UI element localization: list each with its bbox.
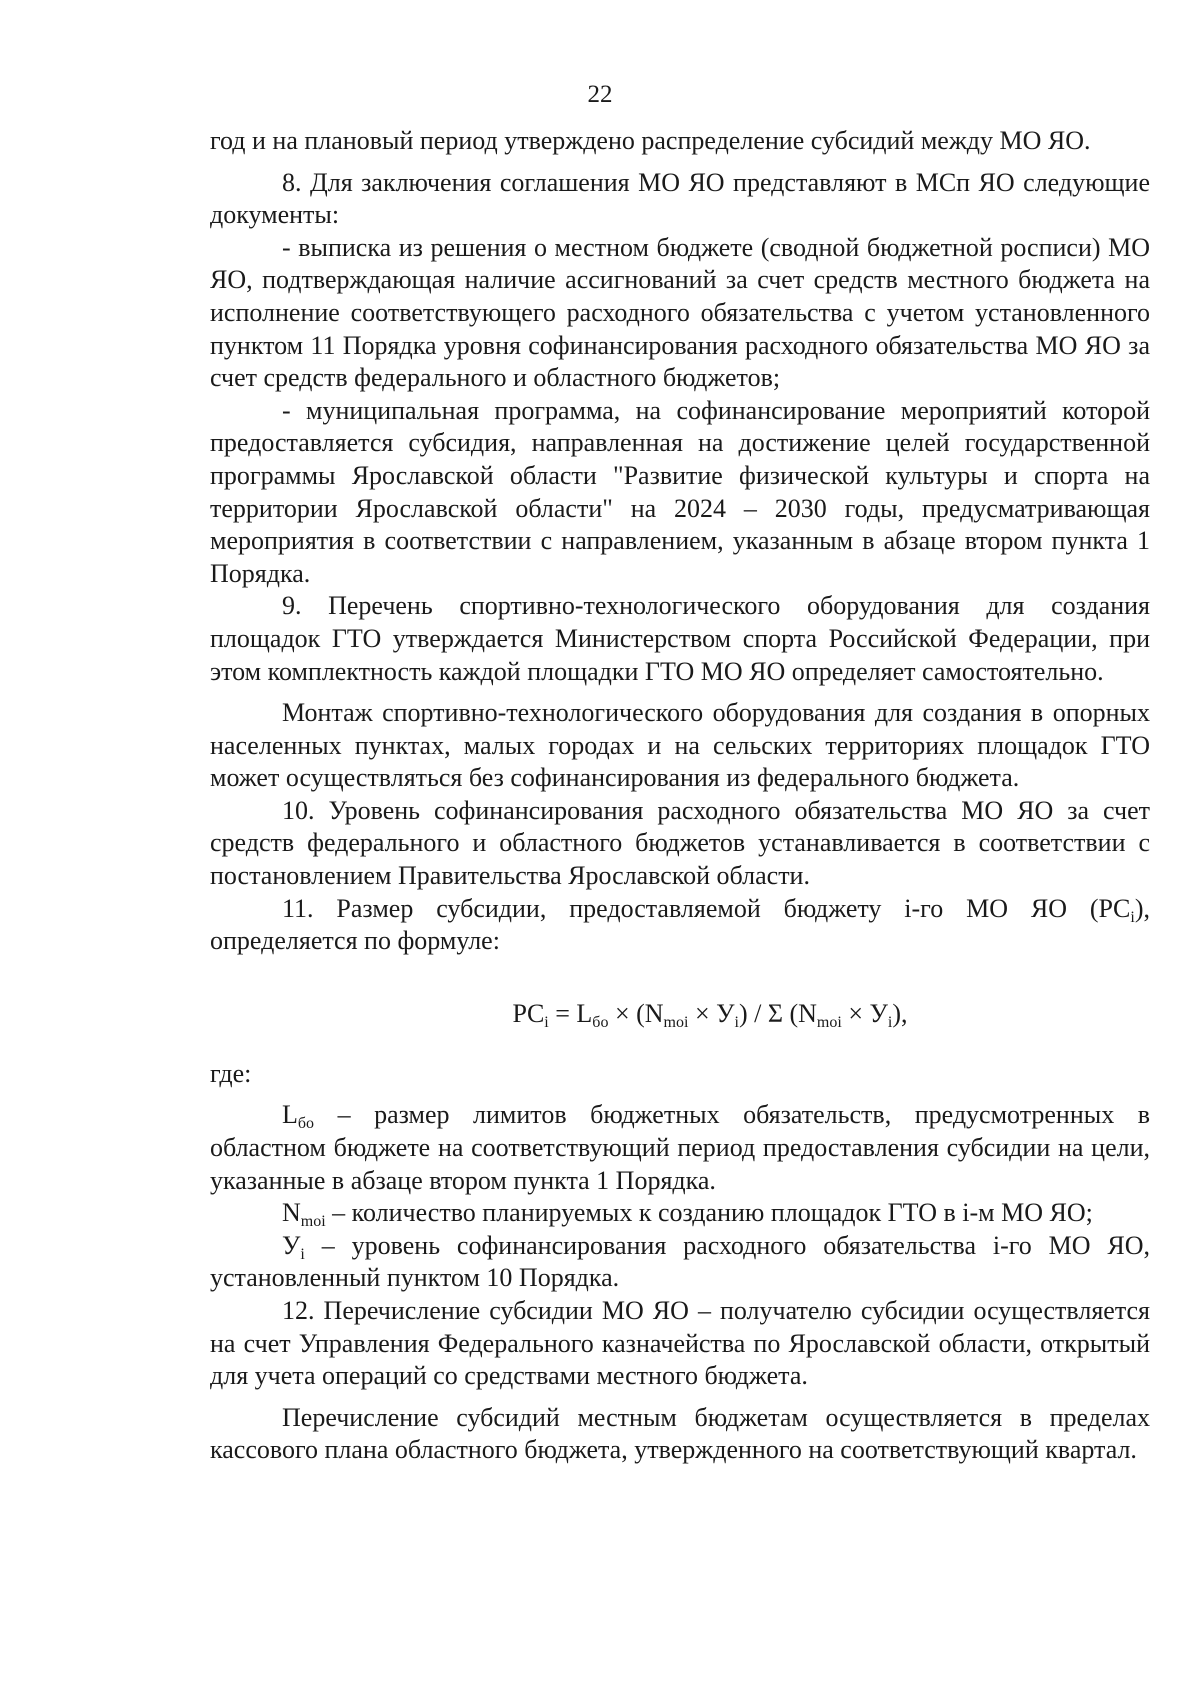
symbol-l: L bbox=[282, 1100, 298, 1130]
definition-n bbox=[210, 1197, 1150, 1230]
formula-sub-bo: бо bbox=[592, 1013, 609, 1031]
formula-times-u-2: × У bbox=[841, 998, 888, 1028]
formula-equals-l: = L bbox=[548, 998, 593, 1028]
formula-sub-moi: moi bbox=[663, 1013, 689, 1031]
where-label: где: bbox=[210, 1058, 252, 1088]
paragraph-11 bbox=[210, 893, 1150, 958]
paragraph-12: 12. Перечисление субсидии МО ЯО – получателю субсидии осуществляется на счет Управления Федерального казначейства по Ярославской области, открытый для учета операций со средствами местного бюджета. bbox=[210, 1296, 1150, 1391]
paragraph-8-item-2: - муниципальная программа, на софинансирование мероприятий которой предоставляется субсидия, направленная на достижение целей государственной программы Ярославской области "Развитие физической культуры и спорта на территории Ярославской области" на 2024 – 2030 годы, предусматривающая мероприятия в соответствии с направлением, указанным в абзаце втором пункта 1 Порядка. bbox=[210, 395, 1150, 588]
symbol-u-sub: i bbox=[300, 1245, 305, 1263]
definition-l bbox=[210, 1099, 1150, 1197]
paragraph-12-transfer: Перечисление субсидий местным бюджетам осуществляется в пределах кассового плана областного бюджета, утвержденного на соответствующий квартал. bbox=[210, 1402, 1150, 1465]
formula-sub-i-2: i bbox=[734, 1013, 739, 1031]
definition-l-text: – размер лимитов бюджетных обязательств, предусмотренных в областном бюджете на соответствующий период предоставления субсидии на цели, указанные в абзаце втором пункта 1 Порядка. bbox=[210, 1100, 1151, 1195]
symbol-l-sub: бо bbox=[297, 1115, 315, 1133]
formula-sub-moi-2: moi bbox=[816, 1013, 842, 1031]
paragraph-11-subscript: i bbox=[1130, 908, 1135, 926]
symbol-n-sub: moi bbox=[300, 1213, 326, 1231]
formula-times-u: × У bbox=[688, 998, 735, 1028]
symbol-u: У bbox=[282, 1230, 301, 1260]
paragraph-9: 9. Перечень спортивно-технологического оборудования для создания площадок ГТО утверждается Министерством спорта Российской Федерации, при этом комплектность каждой площадки ГТО МО ЯО определяет самостоятельно. bbox=[210, 591, 1150, 686]
formula-sub-i-3: i bbox=[887, 1013, 893, 1031]
document-body bbox=[210, 125, 1150, 1467]
formula-sum-n: ) / Σ (N bbox=[738, 998, 817, 1028]
definition-u-text: – уровень софинансирования расходного обязательства i-го МО ЯО, установленный пунктом 10 Порядка. bbox=[210, 1230, 1150, 1293]
formula-times-n: × (N bbox=[608, 998, 664, 1028]
paragraph-11-tail: ), определяется по формуле: bbox=[210, 893, 1150, 956]
formula-sub-i: i bbox=[544, 1013, 549, 1031]
paragraph-8: 8. Для заключения соглашения МО ЯО представляют в МСп ЯО следующие документы: bbox=[210, 167, 1150, 230]
paragraph-8-item-1: - выписка из решения о местном бюджете (сводной бюджетной росписи) МО ЯО, подтверждающая наличие ассигнований за счет средств местного бюджета на исполнение соответствующего расходного обязательства с учетом установленного пунктом 11 Порядка уровня софинансирования расходного обязательства МО ЯО за счет средств федерального и областного бюджетов; bbox=[210, 232, 1150, 393]
paragraph-continuation: год и на плановый период утверждено распределение субсидий между МО ЯО. bbox=[210, 126, 1091, 155]
paragraph-9-montage: Монтаж спортивно-технологического оборудования для создания в опорных населенных пунктах, малых городах и на сельских территориях площадок ГТО может осуществляться без софинансирования из федерального бюджета. bbox=[210, 698, 1150, 793]
definition-n-text: – количество планируемых к созданию площадок ГТО в i-м МО ЯО; bbox=[332, 1198, 1093, 1228]
paragraph-11-text: 11. Размер субсидии, предоставляемой бюджету i-го МО ЯО (PC bbox=[282, 893, 1131, 923]
definition-u bbox=[210, 1230, 1150, 1295]
symbol-n: N bbox=[282, 1198, 301, 1228]
formula-lhs: PC bbox=[512, 998, 545, 1028]
paragraph-10: 10. Уровень софинансирования расходного обязательства МО ЯО за счет средств федерального и областного бюджетов устанавливается в соответствии с постановлением Правительства Ярославской области. bbox=[210, 795, 1150, 891]
page-number: 22 bbox=[587, 81, 613, 108]
formula-close: ), bbox=[892, 998, 908, 1028]
formula-block bbox=[210, 958, 1150, 1058]
subsidy-formula bbox=[210, 998, 1200, 1031]
